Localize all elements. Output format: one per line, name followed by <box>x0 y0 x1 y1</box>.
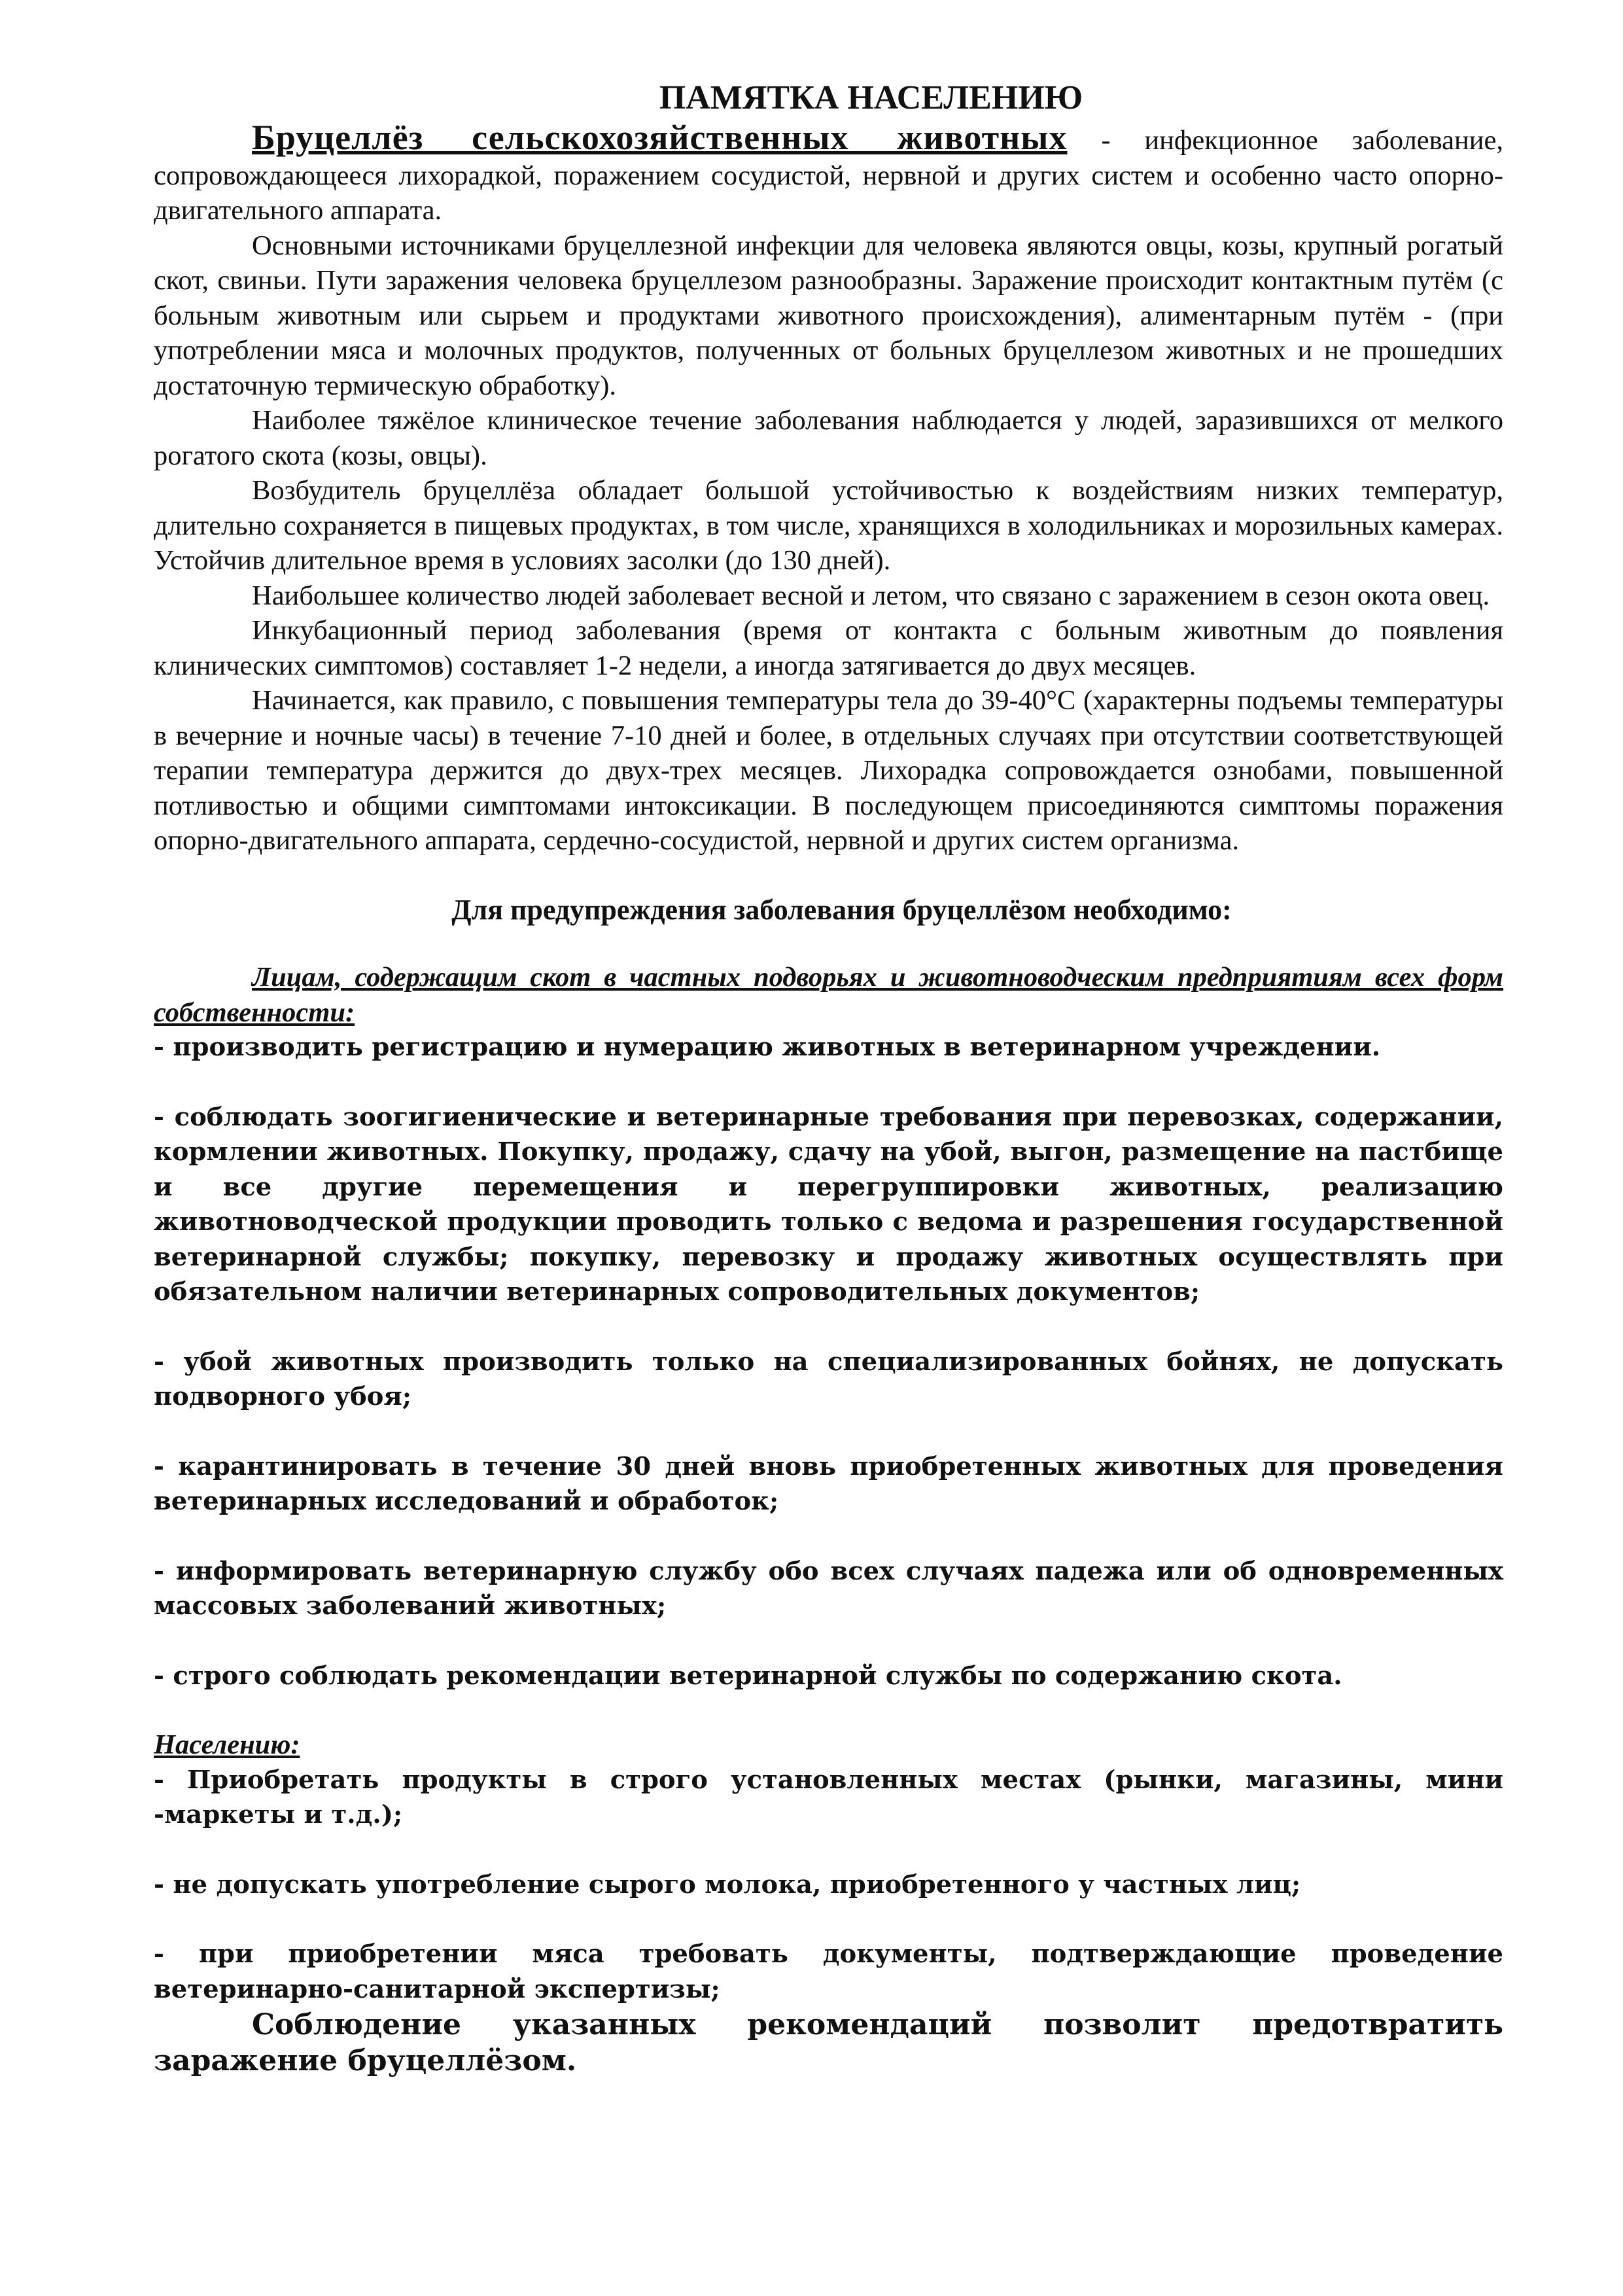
body-paragraph: Наибольшее количество людей заболевает весной и летом, что связано с заражением в сезон окота овец. <box>252 580 1490 611</box>
closing-statement: Соблюдение указанных рекомендаций позволит предотвратить заражение бруцеллёзом. <box>154 2008 1503 2077</box>
owners-rule: - карантинировать в течение 30 дней вновь приобретенных животных для проведения ветеринарных исследований и обработок; <box>154 1451 1503 1516</box>
owners-rule: - убой животных производить только на специализированных бойнях, не допускать подворного убоя; <box>154 1347 1503 1411</box>
intro-definition: - инфекционное заболевание, сопровождающееся лихорадкой, поражением сосудистой, нервной и других систем и особенно часто опорно-двигательного аппарата. <box>154 125 1503 226</box>
owners-rule: - производить регистрацию и нумерацию животных в ветеринарном учреждении. <box>154 1033 1381 1062</box>
intro-term: Бруцеллёз сельскохозяйственных животных <box>252 118 1068 157</box>
intro-paragraph <box>154 120 1503 228</box>
body-paragraph: Основными источниками бруцеллезной инфекции для человека являются овцы, козы, крупный рогатый скот, свиньи. Пути заражения человека бруцеллезом разнообразны. Заражение происходит контактным путём (с больным животным или сырьем и продуктами животного происхождения), алиментарным путём - (при употреблении мяса и молочных продуктов, полученных от больных бруцеллезом животных и не прошедших достаточную термическую обработку). <box>154 230 1503 401</box>
body-paragraph: Возбудитель бруцеллёза обладает большой устойчивостью к воздействиям низких температур, длительно сохраняется в пищевых продуктах, в том числе, хранящихся в холодильниках и морозильных камерах. Устойчив длительное время в условиях засолки (до 130 дней). <box>154 475 1503 576</box>
population-rule: - не допускать употребление сырого молока, приобретенного у частных лиц; <box>154 1869 1301 1899</box>
population-rule: - при приобретении мяса требовать документы, подтверждающие проведение ветеринарно-санитарной экспертизы; <box>154 1939 1503 2004</box>
body-paragraph: Наиболее тяжёлое клиническое течение заболевания наблюдается у людей, заразившихся от мелкого рогатого скота (козы, овцы). <box>154 405 1503 471</box>
population-rule: - Приобретать продукты в строго установленных местах (рынки, магазины, мини -маркеты и т.д.); <box>154 1765 1503 1829</box>
population-heading: Населению: <box>154 1729 300 1760</box>
owners-rule: - строго соблюдать рекомендации ветеринарной службы по содержанию скота. <box>154 1661 1342 1691</box>
owners-heading: Лицам, содержащим скот в частных подворьях и животноводческим предприятиям всех форм собственности: <box>154 962 1503 1028</box>
body-paragraph: Начинается, как правило, с повышения температуры тела до 39-40°С (характерны подъемы температуры в вечерние и ночные часы) в течение 7-10 дней и более, в отдельных случаях при отсутствии соответствующей терапии температура держится до двух-трех месяцев. Лихорадка сопровождается ознобами, повышенной потливостью и общими симптомами интоксикации. В последующем присоединяются симптомы поражения опорно-двигательного аппарата, сердечно-сосудистой, нервной и других систем организма. <box>154 685 1503 856</box>
memo-page <box>154 77 1503 2079</box>
page-title: ПАМЯТКА НАСЕЛЕНИЮ <box>659 79 1083 116</box>
body-paragraph: Инкубационный период заболевания (время от контакта с больным животным до появления клинических симптомов) составляет 1-2 недели, а иногда затягивается до двух месяцев. <box>154 615 1503 681</box>
prevention-heading: Для предупреждения заболевания бруцеллёзом необходимо: <box>451 893 1232 926</box>
owners-rule: - информировать ветеринарную службу обо всех случаях падежа или об одновременных массовых заболеваний животных; <box>154 1556 1503 1621</box>
owners-rule: - соблюдать зоогигиенические и ветеринарные требования при перевозках, содержании, кормлении животных. Покупку, продажу, сдачу на убой, выгон, размещение на пастбище и все другие перемещения и перегруппировки животных, реализацию животноводческой продукции проводить только с ведома и разрешения государственной ветеринарной службы; покупку, перевозку и продажу животных осуществлять при обязательном наличии ветеринарных сопроводительных документов; <box>154 1102 1503 1307</box>
